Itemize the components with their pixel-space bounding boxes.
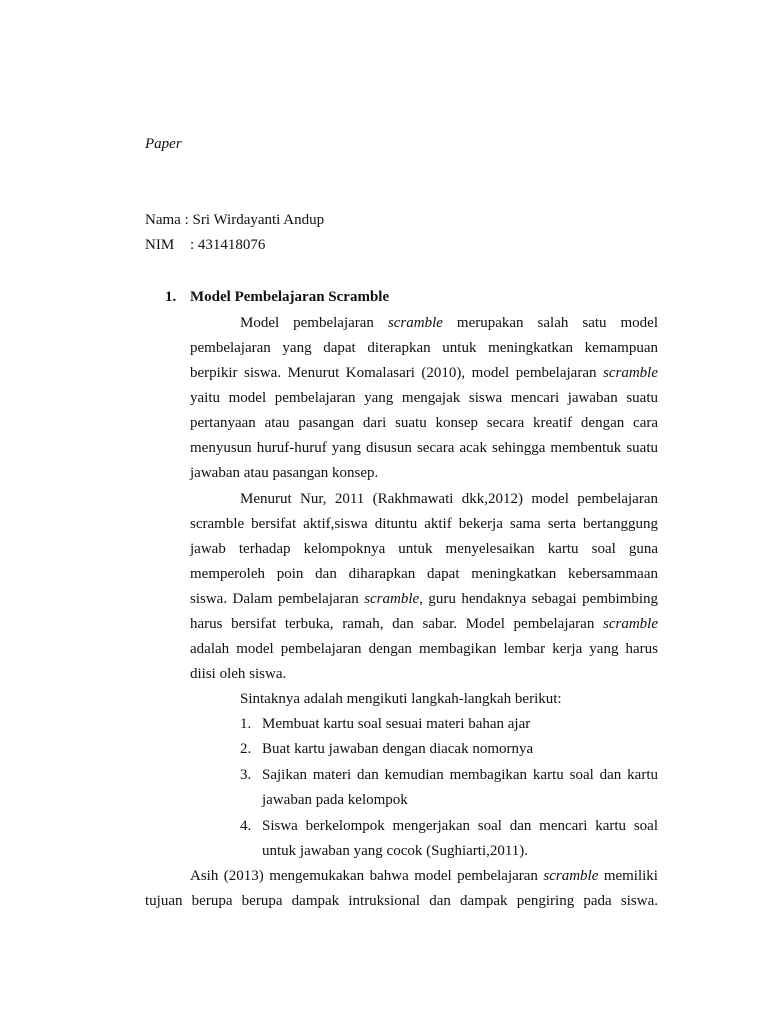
step-3-text-2: jawaban pada kelompok (262, 792, 408, 808)
nim-label: NIM (145, 237, 175, 253)
steps-intro: Sintaknya adalah mengikuti langkah-langkah berikut: (240, 691, 562, 707)
nim-value-wrap: : 431418076 (190, 237, 266, 253)
p1-line-2: pembelajaran yang dapat diterapkan untuk meningkatkan kemampuan (190, 340, 658, 356)
step-1-number: 1. (240, 716, 252, 732)
p2-line-1: Menurut Nur, 2011 (Rakhmawati dkk,2012) model pembelajaran (240, 491, 658, 507)
p1-line-7: jawaban atau pasangan konsep. (190, 465, 379, 481)
p1-line-3: berpikir siswa. Menurut Komalasari (2010), model pembelajaran scramble (190, 365, 658, 381)
nama-label: Nama (145, 212, 181, 228)
p1-line-1: Model pembelajaran scramble merupakan salah satu model (240, 315, 658, 331)
step-2-number: 2. (240, 741, 252, 757)
p1-line-4: yaitu model pembelajaran yang mengajak siswa mencari jawaban suatu (190, 390, 658, 406)
p2-line-2: scramble bersifat aktif,siswa dituntu aktif bekerja sama serta bertanggung (190, 516, 658, 532)
p2-line-4: memperoleh poin dan diharapkan dapat meningkatkan kebersammaan (190, 566, 658, 582)
step-4-text-1: Siswa berkelompok mengerjakan soal dan mencari kartu soal (262, 818, 658, 834)
p2-line-8: diisi oleh siswa. (190, 666, 287, 682)
step-4-number: 4. (240, 818, 252, 834)
section-heading-number: 1. (165, 289, 177, 305)
nama-value: Sri Wirdayanti Andup (192, 212, 325, 228)
step-4-text-2: untuk jawaban yang cocok (Sughiarti,2011). (262, 843, 529, 859)
p4-line-1: Asih (2013) mengemukakan bahwa model pembelajaran scramble memiliki (190, 868, 658, 884)
p2-line-7: adalah model pembelajaran dengan membagikan lembar kerja yang harus (190, 641, 658, 657)
step-2-text: Buat kartu jawaban dengan diacak nomornya (262, 741, 534, 757)
nim-value: 431418076 (197, 237, 266, 253)
p1-line-5: pertanyaan atau pasangan dari suatu konsep secara kreatif dengan cara (190, 415, 658, 431)
nim-line (145, 235, 266, 255)
p4-line-2: tujuan berupa berupa dampak intruksional dan dampak pengiring pada siswa. (145, 893, 658, 909)
nama-line: Nama : Sri Wirdayanti Andup (145, 212, 325, 228)
p2-line-3: jawab terhadap kelompoknya untuk menyelesaikan kartu soal guna (190, 541, 658, 557)
section-heading: Model Pembelajaran Scramble (190, 289, 390, 305)
p1-line-6: menyusun huruf-huruf yang disusun secara acak sehingga membentuk suatu (190, 440, 658, 456)
p2-line-5: siswa. Dalam pembelajaran scramble, guru hendaknya sebagai pembimbing (190, 591, 658, 607)
step-3-number: 3. (240, 767, 252, 783)
step-3-text-1: Sajikan materi dan kemudian membagikan kartu soal dan kartu (262, 767, 658, 783)
doc-label: Paper (145, 136, 182, 152)
p2-line-6: harus bersifat terbuka, ramah, dan sabar. Model pembelajaran scramble (190, 616, 658, 632)
step-1-text: Membuat kartu soal sesuai materi bahan ajar (262, 716, 531, 732)
